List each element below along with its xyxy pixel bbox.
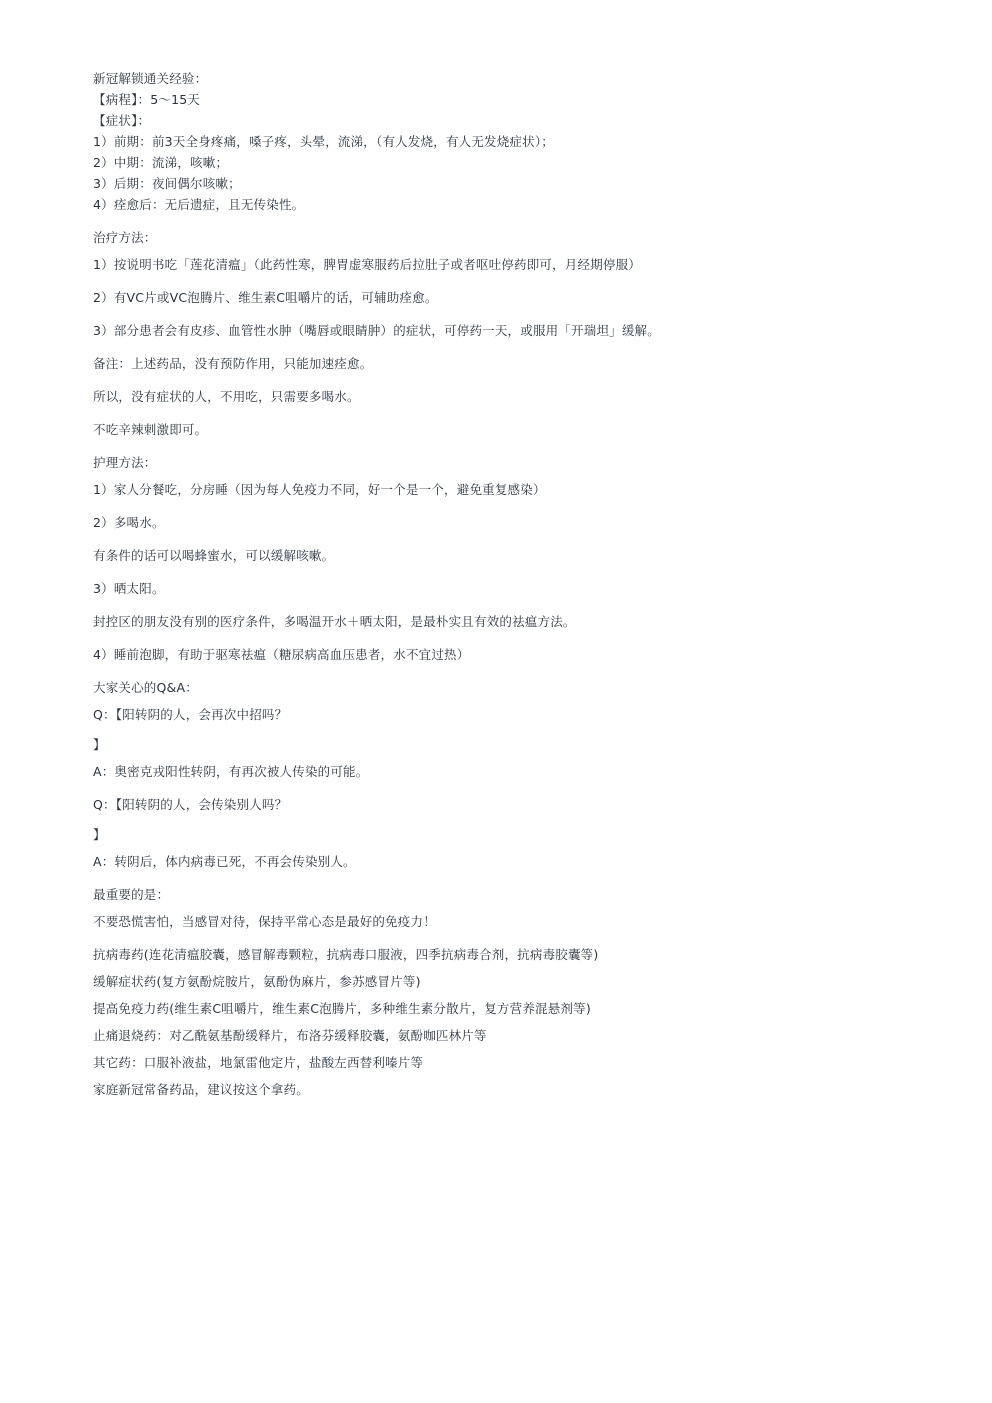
med-immunity: 提高免疫力药(维生素C咀嚼片，维生素C泡腾片，多种维生素分散片，复方营养混悬剂等): [93, 1001, 591, 1016]
med-symptom-relief: 缓解症状药(复方氨酚烷胺片，氨酚伪麻片，参苏感冒片等): [93, 974, 421, 989]
treatment-item-2: 2）有VC片或VC泡腾片、维生素C咀嚼片的话，可辅助痊愈。: [93, 290, 438, 305]
care-item-2: 2）多喝水。: [93, 515, 165, 530]
treatment-note-2: 所以，没有症状的人，不用吃，只需要多喝水。: [93, 389, 360, 404]
med-advice: 家庭新冠常备药品，建议按这个拿药。: [93, 1082, 309, 1097]
important-text: 不要恐慌害怕，当感冒对待，保持平常心态是最好的免疫力！: [93, 914, 436, 929]
treatment-item-1: 1）按说明书吃「莲花清瘟」（此药性寒，脾胃虚寒服药后拉肚子或者呕吐停药即可，月经期停服）: [93, 257, 642, 272]
care-heading: 护理方法：: [93, 455, 157, 470]
care-item-3: 3）晒太阳。: [93, 581, 165, 596]
qa-question-2: Q：【阳转阴的人，会传染别人吗？: [93, 797, 288, 812]
med-other: 其它药：口服补液盐，地氯雷他定片，盐酸左西替利嗪片等: [93, 1055, 424, 1070]
document-title: 新冠解锁通关经验：: [93, 71, 208, 86]
care-item-1: 1）家人分餐吃，分房睡（因为每人免疫力不同，好一个是一个，避免重复感染）: [93, 482, 546, 497]
course-line: 【病程】：5～15天: [93, 92, 201, 107]
qa-question-2-close: 】: [93, 827, 106, 842]
qa-answer-2: A：转阴后，体内病毒已死，不再会传染别人。: [93, 854, 356, 869]
care-item-4: 4）睡前泡脚，有助于驱寒祛瘟（糖尿病高血压患者，水不宜过热）: [93, 647, 470, 662]
qa-question-1: Q：【阳转阴的人，会再次中招吗？: [93, 707, 288, 722]
treatment-note-1: 备注：上述药品，没有预防作用，只能加速痊愈。: [93, 356, 373, 371]
care-item-3-note: 封控区的朋友没有别的医疗条件，多喝温开水＋晒太阳，是最朴实且有效的祛瘟方法。: [93, 614, 576, 629]
qa-heading: 大家关心的Q&A：: [93, 680, 198, 695]
qa-question-1-close: 】: [93, 737, 106, 752]
symptoms-heading: 【症状】：: [93, 113, 151, 128]
treatment-item-3: 3）部分患者会有皮疹、血管性水肿（嘴唇或眼睛肿）的症状，可停药一天，或服用「开瑞坦」缓解。: [93, 323, 660, 338]
med-painkiller: 止痛退烧药：对乙酰氨基酚缓释片，布洛芬缓释胶囊，氨酚咖匹林片等: [93, 1028, 487, 1043]
important-heading: 最重要的是：: [93, 887, 170, 902]
symptom-recovered: 4）痊愈后：无后遗症，且无传染性。: [93, 197, 305, 212]
symptom-middle: 2）中期：流涕，咳嗽；: [93, 155, 229, 170]
care-item-2-note: 有条件的话可以喝蜂蜜水，可以缓解咳嗽。: [93, 548, 335, 563]
qa-answer-1: A：奥密克戎阳性转阴，有再次被人传染的可能。: [93, 764, 369, 779]
symptom-early: 1）前期：前3天全身疼痛，嗓子疼，头晕，流涕，（有人发烧，有人无发烧症状）；: [93, 134, 555, 149]
med-antiviral: 抗病毒药(连花清瘟胶囊，感冒解毒颗粒，抗病毒口服液，四季抗病毒合剂，抗病毒胶囊等): [93, 947, 599, 962]
treatment-note-3: 不吃辛辣刺激即可。: [93, 422, 208, 437]
treatment-heading: 治疗方法：: [93, 230, 157, 245]
document-body: [93, 68, 953, 1100]
symptom-late: 3）后期：夜间偶尔咳嗽；: [93, 176, 241, 191]
